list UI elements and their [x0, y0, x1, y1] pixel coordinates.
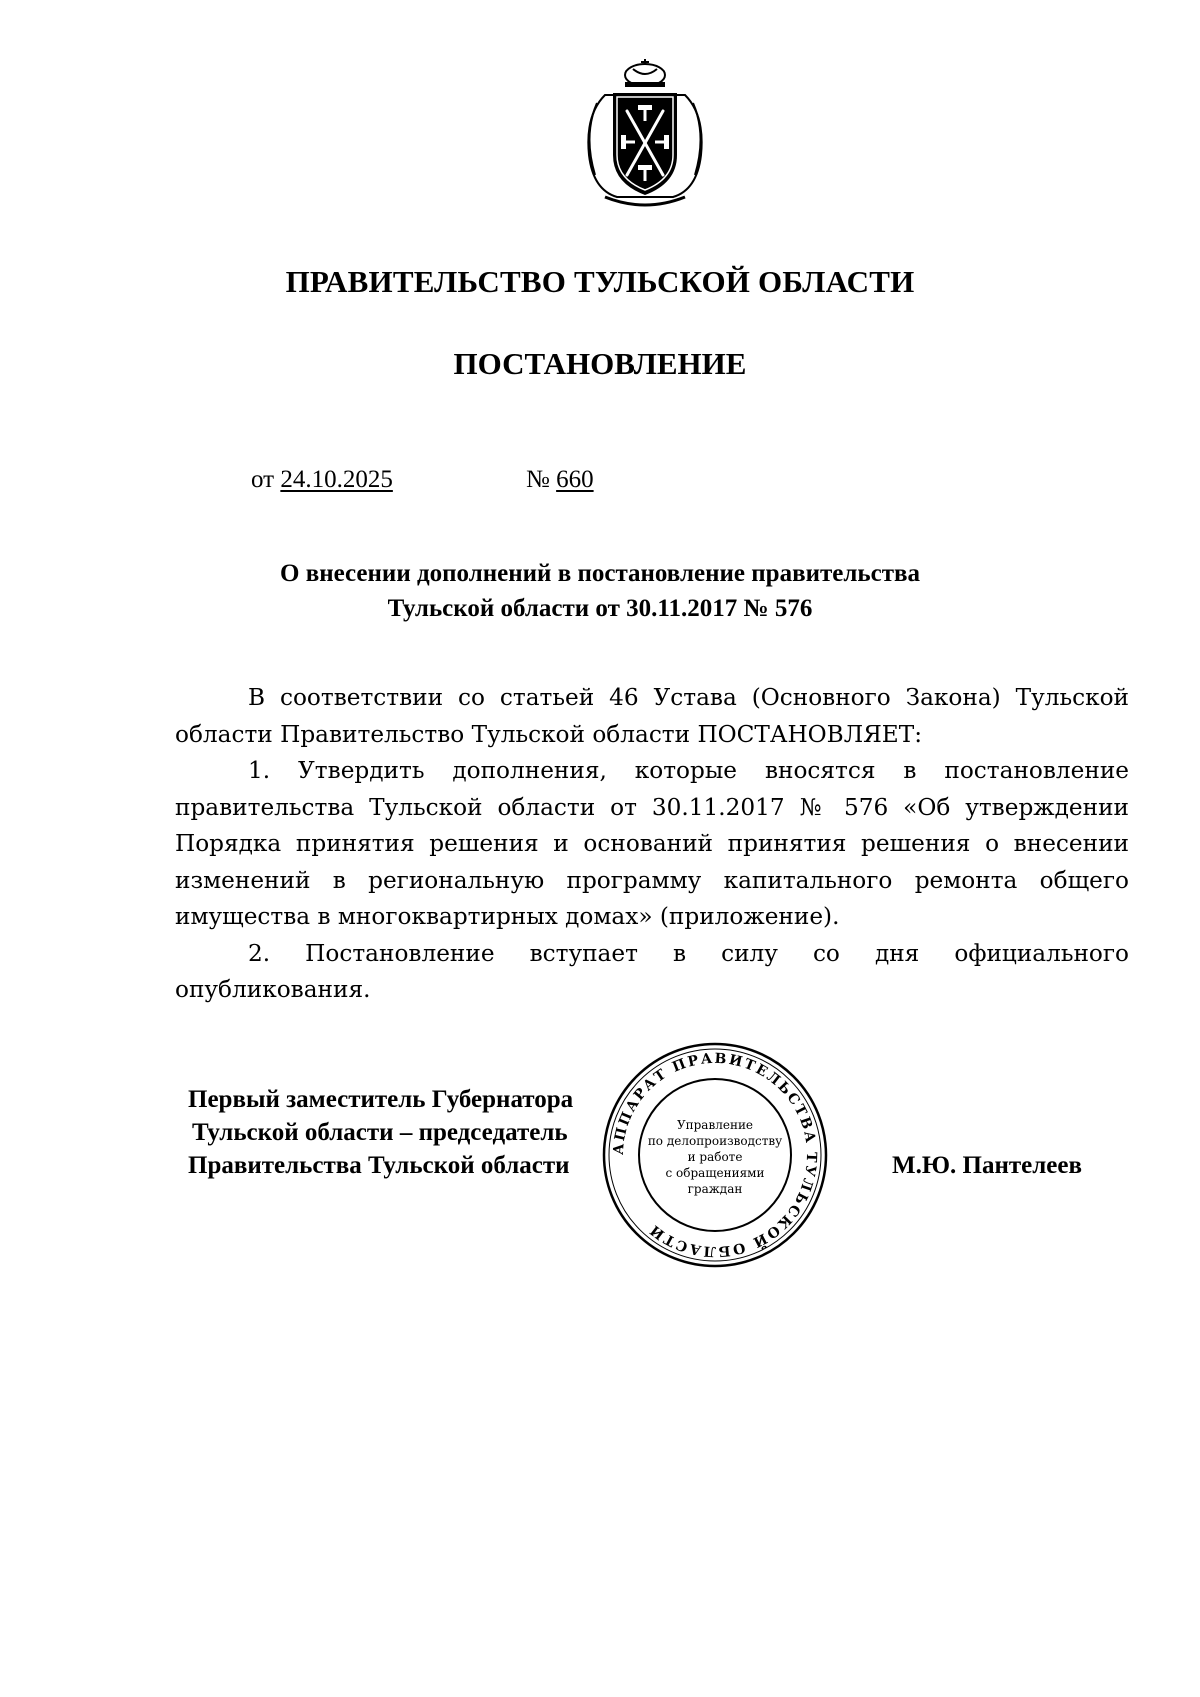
body-paragraph-1: В соответствии со статьей 46 Устава (Основного Закона) Тульской области Правительство Тульской области ПОСТАНОВЛЯЕТ:	[175, 684, 1129, 748]
stamp-ring-text: АППАРАТ ПРАВИТЕЛЬСТВА ТУЛЬСКОЙ ОБЛАСТИ	[610, 1050, 820, 1260]
organization-heading: ПРАВИТЕЛЬСТВО ТУЛЬСКОЙ ОБЛАСТИ	[285, 264, 915, 299]
stamp-center-line-3: и работе	[687, 1150, 743, 1164]
body-paragraph-2: 1. Утвердить дополнения, которые вносятся в постановление правительства Тульской области от 30.11.2017 № 576 «Об утверждении Порядка принятия решения и оснований принятия решения о внесении изменений в региональную программу капитального ремонта общего имущества в многоквартирных домах» (приложение).	[175, 757, 1129, 930]
position-line-3: Правительства Тульской области	[188, 1152, 570, 1179]
body-paragraph-3: 2. Постановление вступает в силу со дня официального опубликования.	[175, 939, 1129, 1003]
document-date	[251, 466, 393, 494]
date-value: 24.10.2025	[280, 466, 393, 493]
number-prefix: №	[526, 466, 550, 493]
stamp-center-line-1: Управление	[676, 1118, 754, 1132]
stamp-center-line-4: с обращениями	[665, 1166, 765, 1180]
coat-of-arms-icon	[575, 55, 715, 210]
document-number	[526, 466, 594, 494]
signatory-name: М.Ю. Пантелеев	[892, 1152, 1082, 1179]
stamp-center-line-2: по делопроизводству	[647, 1134, 783, 1148]
signatory-position	[188, 1083, 573, 1182]
title-line-2: Тульской области от 30.11.2017 № 576	[387, 595, 813, 622]
document-type-heading: ПОСТАНОВЛЕНИЕ	[453, 346, 747, 381]
position-line-1: Первый заместитель Губернатора	[188, 1086, 574, 1113]
document-body	[175, 680, 1129, 1009]
date-prefix: от	[251, 466, 275, 493]
stamp-center-line-5: граждан	[687, 1182, 743, 1196]
official-stamp	[600, 1040, 830, 1270]
document-title	[0, 556, 1200, 626]
title-line-1: О внесении дополнений в постановление правительства	[280, 560, 920, 587]
number-value: 660	[556, 466, 594, 493]
position-line-2: Тульской области – председатель	[192, 1119, 568, 1146]
